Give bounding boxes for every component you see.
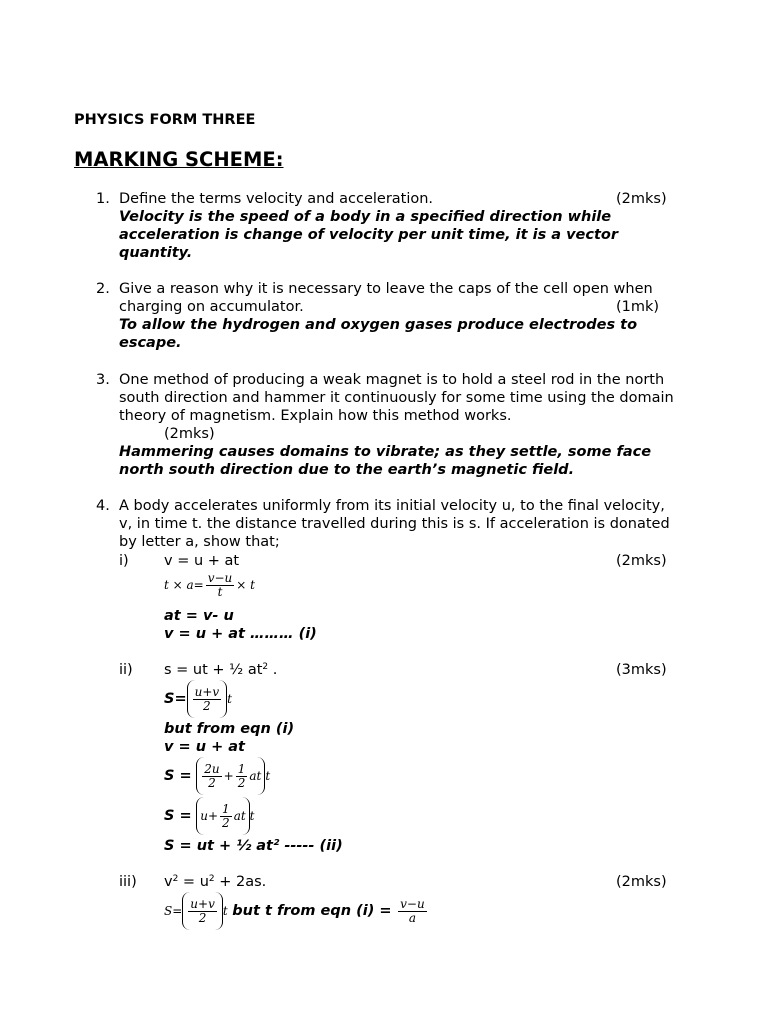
question-4-number: 4. xyxy=(96,498,110,514)
question-1-text: Define the terms velocity and acceleration. xyxy=(119,191,434,207)
part-ii-substitution: v = u + at xyxy=(164,739,245,755)
question-4-text: by letter a, show that; xyxy=(119,534,280,550)
question-3-text: theory of magnetism. Explain how this method works. xyxy=(119,408,512,424)
parenthesis xyxy=(196,797,249,835)
fraction-numerator: v−u xyxy=(400,897,425,911)
part-i-step: v = u + at ……… (i) xyxy=(164,626,317,642)
variable-t: t xyxy=(222,904,228,918)
statement-text: + 2as. xyxy=(214,874,267,890)
question-1-marks: (2mks) xyxy=(616,191,667,207)
parenthesis xyxy=(196,757,265,795)
statement-text: v xyxy=(164,874,173,890)
fraction-numerator: 1 xyxy=(237,762,246,776)
document-header: PHYSICS FORM THREE xyxy=(74,112,256,128)
fraction-numerator: u+v xyxy=(194,685,220,699)
equation-label: S = xyxy=(164,768,192,784)
variable-t: t xyxy=(227,692,232,706)
question-2-number: 2. xyxy=(96,281,110,297)
fraction-denominator: 2 xyxy=(208,776,216,790)
part-iii-equation xyxy=(164,892,429,930)
question-4-text: A body accelerates uniformly from its initial velocity u, to the final velocity, xyxy=(119,498,665,514)
answer-3-line: Hammering causes domains to vibrate; as they settle, some face xyxy=(119,444,652,460)
answer-1-line: Velocity is the speed of a body in a specified direction while xyxy=(119,209,612,225)
parenthesis xyxy=(182,892,223,930)
fraction-numerator: 1 xyxy=(222,802,230,816)
question-2-text: charging on accumulator. xyxy=(119,299,304,315)
parenthesis xyxy=(187,680,228,718)
page-title: MARKING SCHEME: xyxy=(74,148,284,171)
term-u: u+ xyxy=(200,809,219,823)
question-3-marks: (2mks) xyxy=(164,426,215,442)
part-i-label: i) xyxy=(119,553,129,569)
question-3-text: One method of producing a weak magnet is to hold a steel rod in the north xyxy=(119,372,665,388)
part-iii-label: iii) xyxy=(119,874,137,890)
part-ii-result: S = ut + ½ at² ----- (ii) xyxy=(164,838,343,854)
fraction-denominator: 2 xyxy=(203,699,211,713)
answer-1-line: acceleration is change of velocity per unit time, it is a vector xyxy=(119,227,619,243)
fraction-denominator: 2 xyxy=(198,911,207,925)
superscript: 2 xyxy=(208,874,215,884)
answer-1-line: quantity. xyxy=(119,245,193,261)
variable-t: t xyxy=(249,809,255,823)
answer-2-line: escape. xyxy=(119,335,182,351)
term-at: at xyxy=(249,769,262,783)
superscript: 2 xyxy=(172,874,179,884)
part-i-statement: v = u + at xyxy=(164,553,240,569)
fraction xyxy=(206,572,235,599)
part-ii-equation-3 xyxy=(164,797,255,835)
equation-right: × t xyxy=(236,578,255,592)
fraction-denominator: t xyxy=(217,585,223,599)
equation-left: t × a= xyxy=(164,578,204,592)
question-3-number: 3. xyxy=(96,372,110,388)
equation-label: S= xyxy=(164,691,187,707)
statement-text: s = ut + ½ at xyxy=(164,662,263,678)
question-2-marks: (1mk) xyxy=(616,299,660,315)
fraction-denominator: 2 xyxy=(222,816,230,830)
fraction xyxy=(188,898,217,925)
fraction-numerator: 2u xyxy=(204,762,220,776)
answer-3-line: north south direction due to the earth’s magnetic field. xyxy=(119,462,575,478)
fraction xyxy=(236,763,248,790)
part-iii-text: but t from eqn (i) = xyxy=(232,903,392,919)
fraction-numerator: u+v xyxy=(190,897,215,911)
part-i-step: at = v- u xyxy=(164,608,234,624)
part-iii-marks: (2mks) xyxy=(616,874,667,890)
plus-sign: + xyxy=(223,769,234,783)
fraction xyxy=(202,763,221,790)
question-2-text: Give a reason why it is necessary to leave the caps of the cell open when xyxy=(119,281,653,297)
part-ii-equation-2 xyxy=(164,757,270,795)
part-ii-statement xyxy=(164,661,277,679)
fraction xyxy=(220,803,232,830)
equation-label: S = xyxy=(164,808,192,824)
question-3-text: south direction and hammer it continuously for some time using the domain xyxy=(119,390,674,406)
variable-t: t xyxy=(265,769,271,783)
superscript: 2 xyxy=(262,662,269,672)
part-i-equation xyxy=(164,572,255,599)
question-1-number: 1. xyxy=(96,191,110,207)
part-ii-note: but from eqn (i) xyxy=(164,721,295,737)
part-ii-label: ii) xyxy=(119,662,133,678)
statement-text: = u xyxy=(178,874,209,890)
fraction xyxy=(398,898,427,925)
fraction-denominator: 2 xyxy=(237,776,246,790)
fraction-denominator: a xyxy=(408,911,416,925)
statement-text: . xyxy=(268,662,278,678)
question-4-text: v, in time t. the distance travelled during this is s. If acceleration is donated xyxy=(119,516,670,532)
part-ii-marks: (3mks) xyxy=(616,662,667,678)
part-ii-equation-1 xyxy=(164,680,232,718)
fraction xyxy=(193,686,222,713)
equation-label: S= xyxy=(164,904,183,918)
part-i-marks: (2mks) xyxy=(616,553,667,569)
fraction-numerator: v−u xyxy=(207,571,233,585)
term-at: at xyxy=(233,809,246,823)
answer-2-line: To allow the hydrogen and oxygen gases produce electrodes to xyxy=(119,317,638,333)
part-iii-statement xyxy=(164,873,266,891)
